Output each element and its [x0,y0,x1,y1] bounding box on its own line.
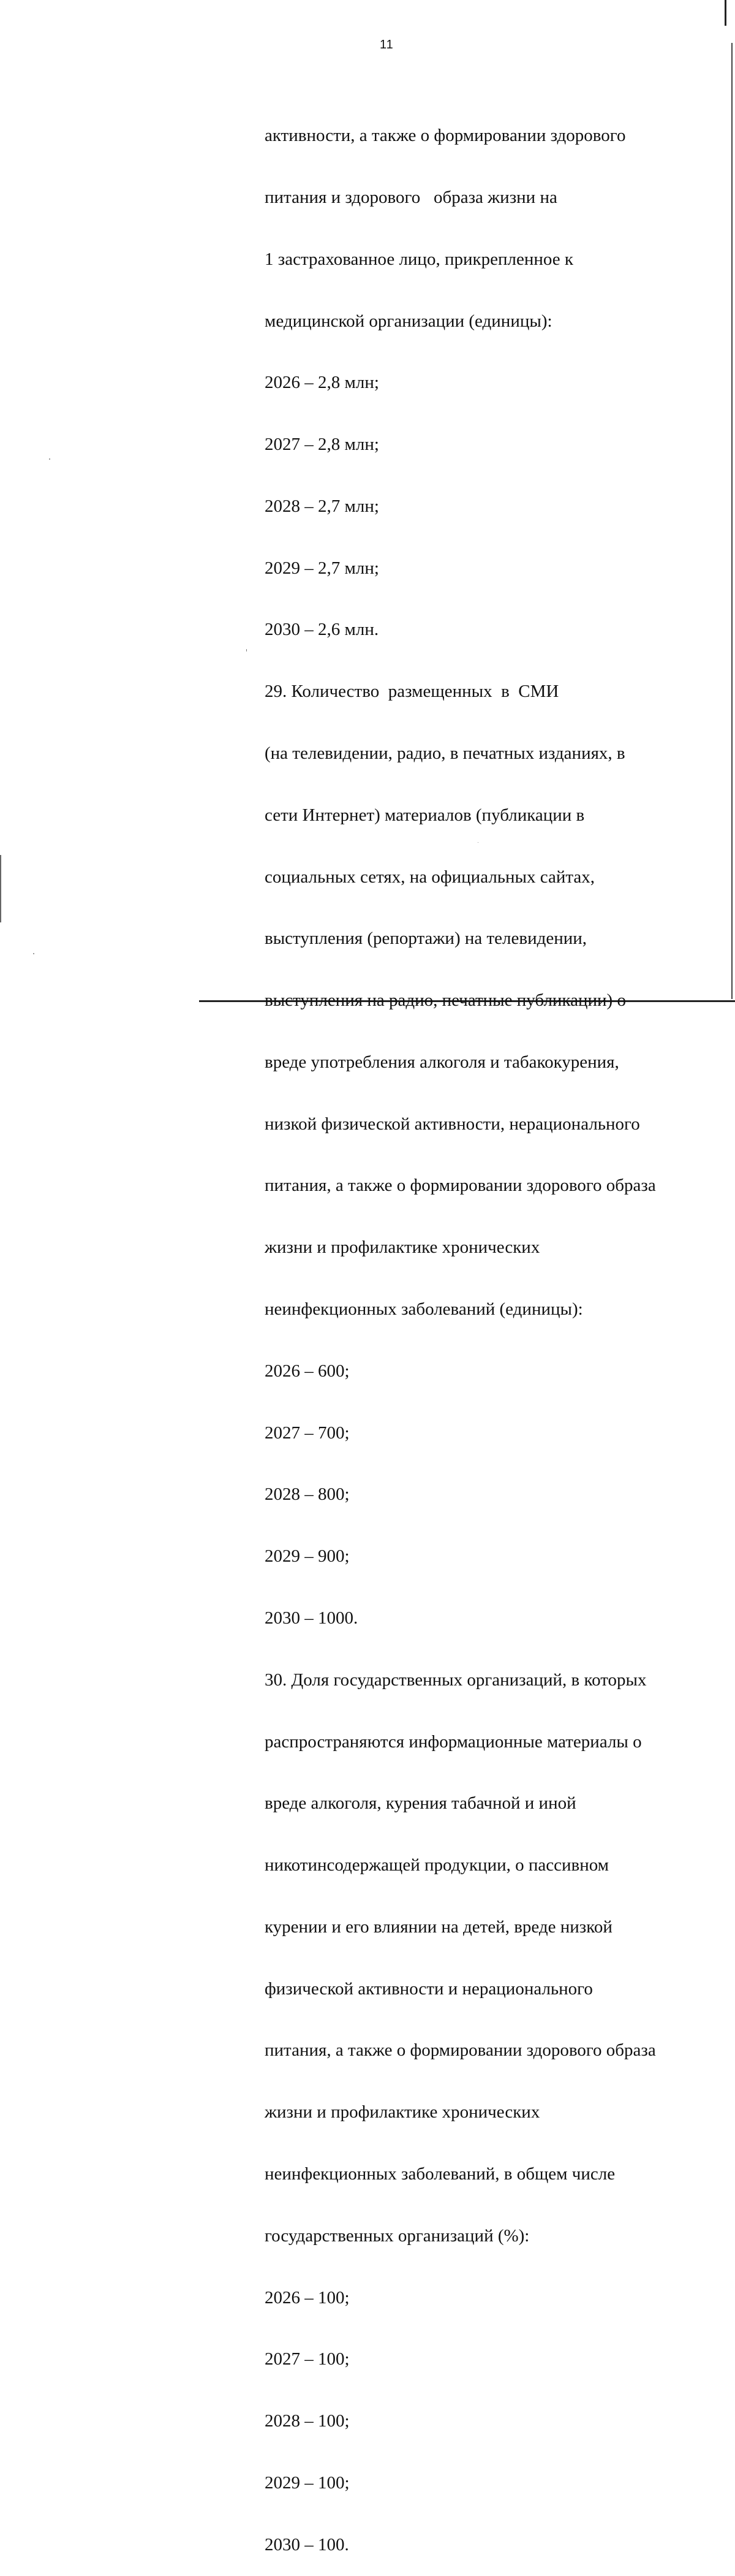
page-number: 11 [380,38,394,51]
year-value-line: 2026 – 600; [265,1361,350,1381]
text-line: выступления на радио, печатные публикации) о [265,990,626,1011]
text-line: низкой физической активности, нерационального [265,1114,640,1134]
year-value-line: 2026 – 100; [265,2287,350,2308]
year-value-line: 2027 – 2,8 млн; [265,435,379,455]
text-line: (на телевидении, радио, в печатных изданиях, в [265,743,625,763]
text-line: социальных сетях, на официальных сайтах, [265,867,595,887]
year-value-line: 2026 – 2,8 млн; [265,373,379,393]
year-value-line: 2027 – 700; [265,1423,350,1443]
text-line: вреде алкоголя, курения табачной и иной [265,1793,576,1814]
text-line: неинфекционных заболеваний, в общем числе [265,2164,616,2184]
text-line: никотинсодержащей продукции, о пассивном [265,1855,609,1875]
year-value-line: 2030 – 2,6 млн. [265,620,379,640]
text-line: жизни и профилактике хронических [265,1237,540,1258]
text-line: распространяются информационные материалы о [265,1731,642,1752]
scan-speck [33,953,34,954]
text-line: сети Интернет) материалов (публикации в [265,805,585,825]
year-value-line: 2028 – 800; [265,1484,350,1505]
text-line: питания, а также о формировании здорового образа [265,1176,656,1196]
year-value-line: 2030 – 1000. [265,1608,358,1628]
text-line: вреде употребления алкоголя и табакокурения, [265,1052,619,1072]
year-value-line: 2029 – 100; [265,2472,350,2493]
year-value-line: 2029 – 900; [265,1546,350,1567]
text-line: питания и здорового образа жизни на [265,187,557,207]
text-line: питания, а также о формировании здорового образа [265,2040,656,2061]
scan-speck [246,649,247,652]
item-29-heading: 29. Количество размещенных в СМИ [265,682,559,702]
text-line: неинфекционных заболеваний (единицы): [265,1299,583,1320]
year-value-line: 2028 – 100; [265,2411,350,2431]
scan-edge-left [0,855,1,922]
text-line: жизни и профилактике хронических [265,2102,540,2122]
text-line: 1 застрахованное лицо, прикрепленное к [265,249,573,269]
text-line: активности, а также о формировании здорового [265,126,626,146]
year-value-line: 2027 – 100; [265,2349,350,2369]
text-line: физической активности и нерационального [265,1978,593,1999]
scan-edge-top [725,0,726,26]
text-line: выступления (репортажи) на телевидении, [265,929,587,949]
document-body [265,85,718,2576]
year-value-line: 2030 – 100. [265,2534,349,2555]
scan-edge-right [731,43,733,999]
text-line: государственных организаций (%): [265,2225,530,2246]
scan-speck [49,458,50,460]
text-line: медицинской организации (единицы): [265,311,552,331]
text-line: курении и его влиянии на детей, вреде низкой [265,1917,612,1937]
year-value-line: 2028 – 2,7 млн; [265,496,379,516]
item-30-heading: 30. Доля государственных организаций, в которых [265,1670,647,1690]
year-value-line: 2029 – 2,7 млн; [265,558,379,578]
